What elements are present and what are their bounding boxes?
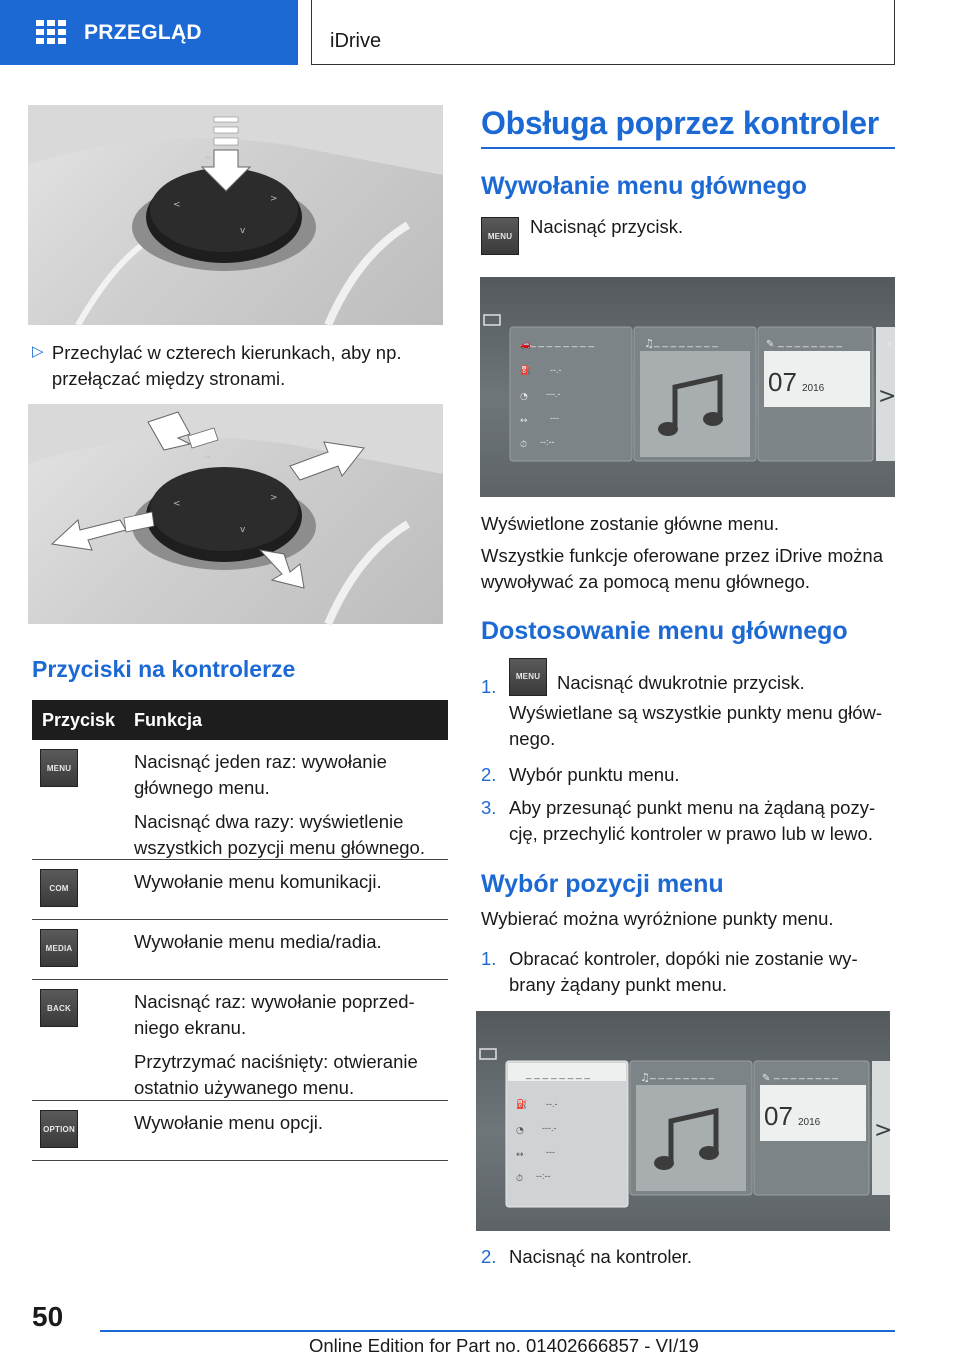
col-header-function: Funkcja — [134, 709, 203, 730]
customize-menu-heading: Dostosowanie menu głównego — [481, 617, 848, 645]
svg-text:↔: ↔ — [520, 416, 528, 426]
svg-text:⛽: ⛽ — [520, 366, 532, 376]
list-subtext: Wyświetlane są wszystkie punkty menu głównego. — [509, 702, 883, 749]
screen-day: 07 — [768, 367, 797, 397]
controller-tilt-photo — [28, 404, 443, 624]
media-button-icon: MEDIA — [40, 929, 78, 967]
svg-text:<: < — [173, 499, 181, 509]
list-item — [481, 658, 895, 752]
list-text: Nacisnąć dwukrotnie przycisk. — [557, 672, 805, 693]
edition-note — [309, 1335, 699, 1357]
page-title: Obsługa poprzez kontroler — [481, 105, 879, 141]
select-item-text: Wybierać można wyróżnione punkty menu. — [481, 908, 834, 929]
menu-button-icon: MENU — [40, 749, 78, 787]
svg-text:⏱: ⏱ — [516, 1174, 524, 1184]
main-menu-heading: Wywołanie menu głównego — [481, 172, 807, 200]
table-row — [32, 920, 448, 980]
section-tab[interactable] — [0, 0, 298, 65]
screen-dashes: _ _ _ _ _ _ _ _ — [774, 1069, 838, 1080]
screen-year: 2016 — [802, 383, 825, 394]
svg-text:^: ^ — [204, 156, 212, 166]
table-row — [32, 980, 448, 1101]
row-text: Wywołanie menu opcji. — [134, 1112, 324, 1133]
table-row — [32, 740, 448, 860]
screen-year: 2016 — [798, 1117, 821, 1128]
svg-text:◔: ◔ — [520, 392, 528, 402]
page-number: 50 — [32, 1301, 64, 1332]
screen-dashes: _ _ _ _ _ _ _ _ — [526, 1069, 590, 1080]
press-button-text: Nacisnąć przycisk. — [530, 216, 684, 237]
svg-text:^: ^ — [204, 455, 212, 465]
table-row — [32, 1101, 448, 1161]
screen-value: ---.- — [546, 389, 561, 399]
screen-value: --.- — [546, 1099, 558, 1109]
list-number: 2. — [481, 1246, 497, 1267]
list-item — [481, 1244, 895, 1270]
list-item — [481, 946, 895, 998]
screen-day: 07 — [764, 1101, 793, 1131]
list-number: 1. — [481, 948, 497, 969]
row-text: Nacisnąć dwa razy: wyświetlenie wszystkich pozycji menu głównego. — [134, 811, 425, 858]
row-text: Przytrzymać naciśnięty: otwieranie ostatnio używanego menu. — [134, 1051, 418, 1098]
svg-text:⛽: ⛽ — [516, 1100, 528, 1110]
back-button-icon: BACK — [40, 989, 78, 1027]
list-text: Nacisnąć na kontroler. — [509, 1246, 693, 1267]
screen-value: --- — [546, 1147, 555, 1157]
screen-value: ---.- — [542, 1123, 557, 1133]
triangle-bullet-icon: ▷ — [32, 343, 44, 360]
tilt-instruction — [32, 340, 442, 392]
menu-button-icon: MENU — [509, 658, 547, 696]
svg-text:⏱: ⏱ — [520, 440, 528, 450]
footer-rule — [100, 1330, 895, 1332]
row-text: Nacisnąć jeden raz: wywołanie głównego menu. — [134, 751, 387, 798]
select-item-heading: Wybór pozycji menu — [481, 870, 724, 898]
svg-text:>: > — [270, 194, 278, 204]
svg-text:♫: ♫ — [644, 337, 654, 350]
list-item — [481, 795, 895, 847]
screen-value: --:-- — [540, 437, 555, 447]
main-menu-screen-2 — [476, 1011, 893, 1231]
controller-press-photo — [28, 105, 443, 325]
tilt-instruction-text: Przechylać w czterech kierunkach, aby np. przełączać między stronami. — [51, 342, 402, 389]
all-functions-text: Wszystkie funkcje oferowane przez iDrive można wywoływać za pomocą menu głównego. — [481, 545, 884, 592]
screen-value: --- — [550, 413, 559, 423]
screen-value: --:-- — [536, 1171, 551, 1181]
screen-value: --.- — [550, 365, 562, 375]
svg-text:v: v — [240, 525, 246, 535]
edition-text: Online Edition for Part no. 01402666857 - VI/19 — [309, 1335, 699, 1356]
svg-text:✎: ✎ — [766, 339, 775, 350]
row-text: Wywołanie menu media/radia. — [134, 931, 382, 952]
row-text: Nacisnąć raz: wywołanie poprzedniego ekranu. — [134, 991, 415, 1038]
list-item — [481, 762, 895, 788]
svg-text:◔: ◔ — [516, 1126, 524, 1136]
svg-text:<: < — [173, 200, 181, 210]
svg-text:v: v — [240, 226, 246, 236]
svg-text:↔: ↔ — [516, 1150, 524, 1160]
list-text: Aby przesunąć punkt menu na żądaną pozycję, przechylić kontroler w prawo lub w lewo. — [509, 797, 876, 844]
list-number: 1. — [481, 676, 497, 697]
svg-text:✎: ✎ — [762, 1073, 771, 1084]
grid-menu-icon — [36, 20, 66, 46]
chapter-title: iDrive — [330, 30, 382, 52]
list-text: Obracać kontroler, dopóki nie zostanie wybrany żądany punkt menu. — [509, 948, 858, 995]
list-text: Wybór punktu menu. — [509, 764, 680, 785]
svg-text:>: > — [878, 384, 897, 409]
com-button-icon: COM — [40, 869, 78, 907]
menu-button-icon: MENU — [481, 217, 519, 255]
row-text: Wywołanie menu komunikacji. — [134, 871, 382, 892]
screen-dashes: _ _ _ _ _ _ _ _ — [778, 337, 842, 348]
svg-text:🚗: 🚗 — [520, 340, 532, 350]
svg-text:>: > — [874, 1118, 893, 1143]
screen-dashes: _ _ _ _ _ _ _ _ — [530, 337, 594, 348]
section-tab-label: PRZEGLĄD — [84, 20, 202, 44]
title-rule — [481, 147, 895, 149]
col-header-button: Przycisk — [42, 709, 116, 730]
svg-text:>: > — [270, 493, 278, 503]
svg-text:♫: ♫ — [640, 1071, 650, 1084]
table-header — [32, 700, 448, 740]
chapter-header — [311, 0, 895, 65]
list-number: 2. — [481, 764, 497, 785]
buttons-table — [32, 700, 448, 1161]
option-button-icon: OPTION — [40, 1110, 78, 1148]
controller-buttons-heading: Przyciski na kontrolerze — [32, 656, 296, 682]
list-number: 3. — [481, 797, 497, 818]
svg-text:✦: ✦ — [885, 340, 893, 350]
main-menu-shown-text: Wyświetlone zostanie główne menu. — [481, 513, 780, 534]
main-menu-screen-1 — [480, 277, 895, 497]
screen-dashes: _ _ _ _ _ _ _ _ — [650, 1069, 714, 1080]
table-row — [32, 860, 448, 920]
screen-dashes: _ _ _ _ _ _ _ _ — [654, 337, 718, 348]
